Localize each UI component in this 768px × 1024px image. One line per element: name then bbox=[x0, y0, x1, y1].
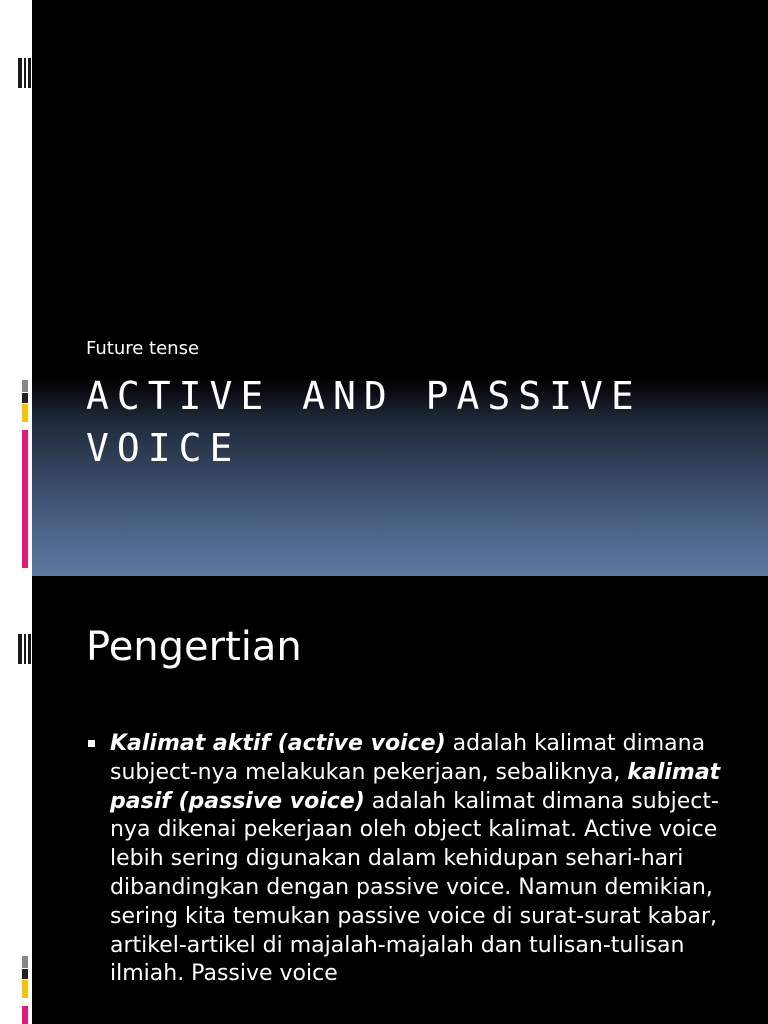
bullet-text-part: adalah kalimat dimana subject-nya dikenai pekerjaan oleh object kalimat. Active voice lebih sering digunakan dalam kehidupan sehari-hari dibandingkan dengan passive voice. Namun demikian, sering kita temukan passive voice di surat-surat kabar, artikel-artikel di majalah-majalah dan tulisan-tulisan ilmiah. Passive voice bbox=[110, 788, 719, 987]
content-slide bbox=[0, 576, 768, 1024]
square-bullet-icon bbox=[88, 740, 95, 747]
slide-background bbox=[32, 0, 768, 576]
term-passive-voice: kalimat pasif (passive voice) bbox=[110, 759, 721, 814]
dark-bar-mark bbox=[24, 634, 26, 664]
bullet-item bbox=[86, 730, 726, 989]
gray-bar-mark bbox=[22, 380, 28, 392]
dark-bar-mark bbox=[28, 58, 31, 88]
term-active-voice: Kalimat aktif (active voice) bbox=[110, 731, 446, 756]
yellow-bar-mark bbox=[22, 980, 28, 998]
pink-bar-mark bbox=[22, 1006, 28, 1024]
pink-bar-mark bbox=[22, 430, 28, 568]
dark-bar-mark bbox=[24, 58, 26, 88]
bullet-text bbox=[110, 730, 726, 989]
dark-bar-mark bbox=[18, 58, 22, 88]
slide-heading: Pengertian bbox=[86, 624, 302, 670]
dark-bar-mark bbox=[22, 969, 28, 979]
yellow-bar-mark bbox=[22, 404, 28, 422]
dark-bar-mark bbox=[28, 634, 31, 664]
bullet-text-part: adalah kalimat dimana subject-nya melakukan pekerjaan, sebaliknya, bbox=[110, 731, 706, 785]
slide-subtitle: Future tense bbox=[86, 338, 200, 359]
gray-bar-mark bbox=[22, 956, 28, 968]
dark-bar-mark bbox=[18, 634, 22, 664]
dark-bar-mark bbox=[22, 393, 28, 403]
left-accent-strip bbox=[0, 576, 32, 1024]
left-accent-strip bbox=[0, 0, 32, 576]
slide-title: ACTIVE AND PASSIVE VOICE bbox=[86, 374, 642, 470]
